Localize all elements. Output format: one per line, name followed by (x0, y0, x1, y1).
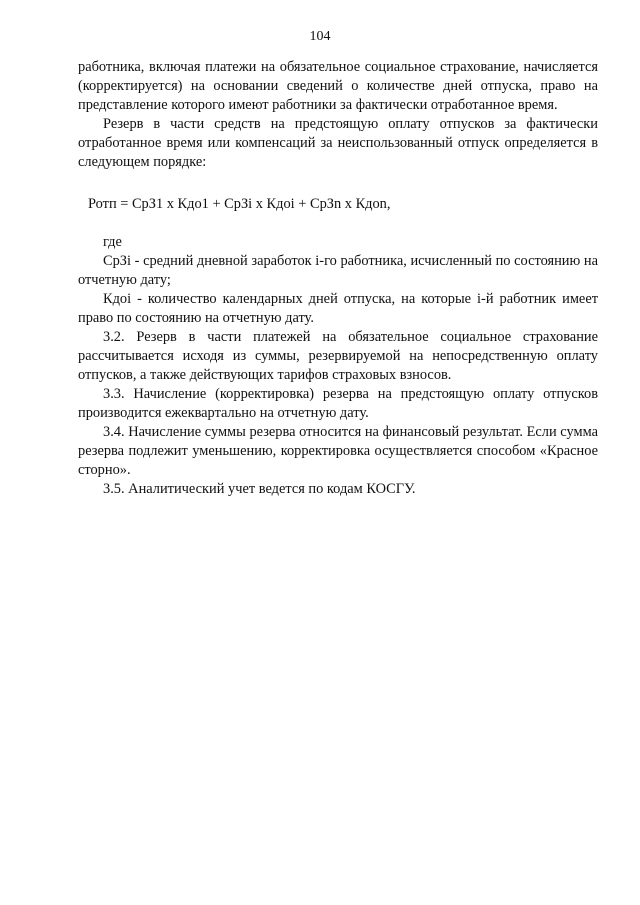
paragraph-reserve-definition: Резерв в части средств на предстоящую оплату отпусков за фактически отработанное время или компенсаций за неиспользованный отпуск определяется в следующем порядке: (78, 116, 598, 170)
paragraph-continuation: работника, включая платежи на обязательное социальное страхование, начисляется (корректируется) на основании сведений о количестве дней отпуска, право на представление которого имеют работники за фактически отработанное время. (78, 59, 598, 113)
definition-vacation-days: Кдоi - количество календарных дней отпуска, на которые i-й работник имеет право по состоянию на отчетную дату. (78, 291, 598, 326)
formula-where-label: где (103, 234, 122, 250)
definition-average-earnings: СрЗi - средний дневной заработок i-го работника, исчисленный по состоянию на отчетную дату; (78, 253, 598, 288)
reserve-formula: Ротп = СрЗ1 х Кдо1 + СрЗi х Кдоi + СрЗn х Кдоn, (88, 196, 391, 212)
section-3-5: 3.5. Аналитический учет ведется по кодам КОСГУ. (103, 481, 416, 497)
section-3-3: 3.3. Начисление (корректировка) резерва на предстоящую оплату отпусков производится ежеквартально на отчетную дату. (78, 386, 598, 421)
document-body (78, 58, 598, 499)
section-3-4: 3.4. Начисление суммы резерва относится на финансовый результат. Если сумма резерва подлежит уменьшению, корректировка осуществляется способом «Красное сторно». (78, 424, 598, 478)
page-number: 104 (309, 29, 331, 44)
section-3-2: 3.2. Резерв в части платежей на обязательное социальное страхование рассчитывается исходя из суммы, резервируемой на непосредственную оплату отпусков, а также действующих тарифов страховых взносов. (78, 329, 598, 383)
